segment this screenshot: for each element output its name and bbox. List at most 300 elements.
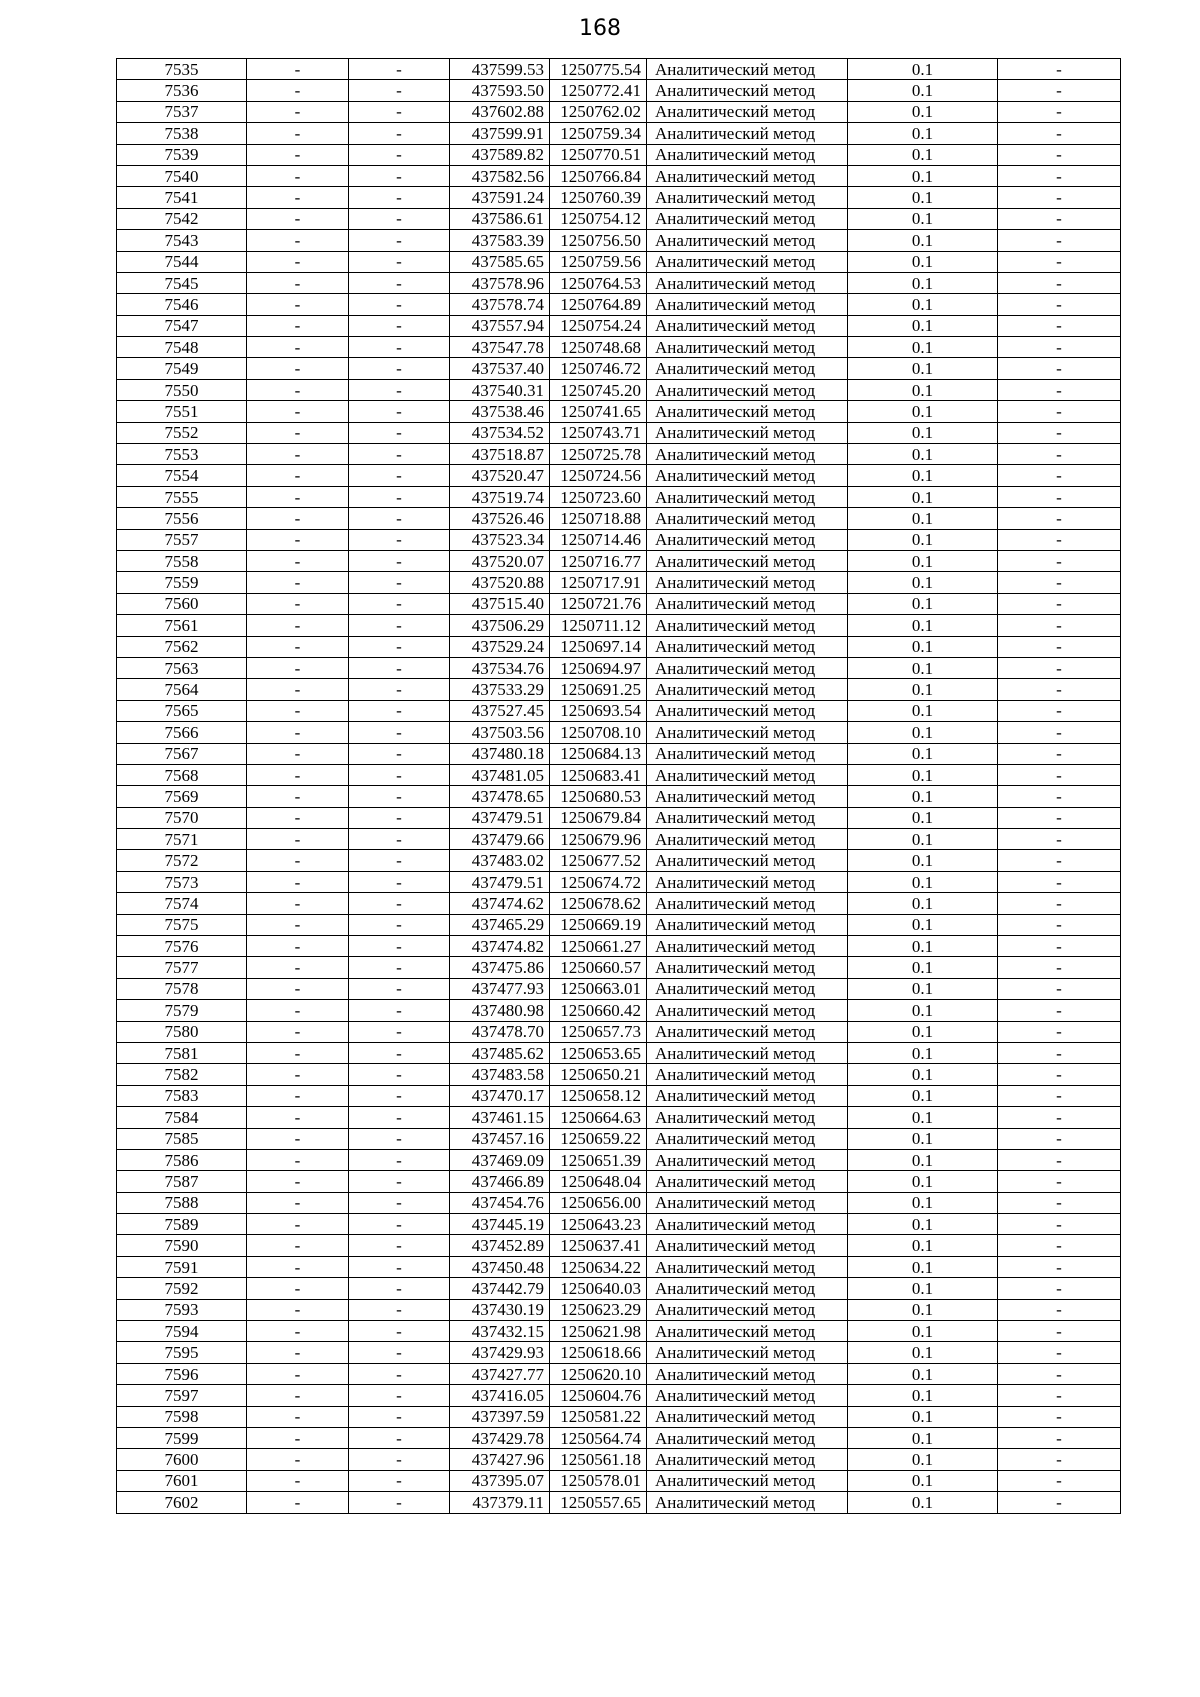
table-row	[117, 1321, 1121, 1342]
dash-cell: -	[349, 1492, 450, 1513]
dash-cell: -	[998, 1342, 1121, 1363]
table-row	[117, 1449, 1121, 1470]
x-coordinate-cell: 437533.29	[450, 679, 550, 700]
table-row	[117, 957, 1121, 978]
y-coordinate-cell: 1250775.54	[550, 59, 647, 80]
y-coordinate-cell: 1250623.29	[550, 1299, 647, 1320]
dash-cell: -	[998, 379, 1121, 400]
point-number-cell: 7602	[117, 1492, 247, 1513]
y-coordinate-cell: 1250764.53	[550, 272, 647, 293]
x-coordinate-cell: 437478.65	[450, 786, 550, 807]
dash-cell: -	[349, 914, 450, 935]
table-row	[117, 1085, 1121, 1106]
y-coordinate-cell: 1250634.22	[550, 1256, 647, 1277]
precision-cell: 0.1	[848, 508, 998, 529]
table-row	[117, 358, 1121, 379]
dash-cell: -	[247, 1385, 349, 1406]
y-coordinate-cell: 1250762.02	[550, 101, 647, 122]
y-coordinate-cell: 1250772.41	[550, 80, 647, 101]
y-coordinate-cell: 1250657.73	[550, 1021, 647, 1042]
table-row	[117, 1192, 1121, 1213]
dash-cell: -	[247, 572, 349, 593]
y-coordinate-cell: 1250756.50	[550, 230, 647, 251]
x-coordinate-cell: 437578.74	[450, 294, 550, 315]
dash-cell: -	[998, 871, 1121, 892]
x-coordinate-cell: 437557.94	[450, 315, 550, 336]
dash-cell: -	[998, 893, 1121, 914]
dash-cell: -	[998, 1192, 1121, 1213]
method-cell: Аналитический метод	[647, 1492, 848, 1513]
method-cell: Аналитический метод	[647, 1235, 848, 1256]
precision-cell: 0.1	[848, 829, 998, 850]
point-number-cell: 7569	[117, 786, 247, 807]
dash-cell: -	[349, 1085, 450, 1106]
table-row	[117, 1235, 1121, 1256]
dash-cell: -	[998, 1406, 1121, 1427]
dash-cell: -	[998, 1107, 1121, 1128]
dash-cell: -	[247, 893, 349, 914]
table-row	[117, 1128, 1121, 1149]
table-row	[117, 529, 1121, 550]
point-number-cell: 7571	[117, 829, 247, 850]
dash-cell: -	[349, 657, 450, 678]
table-row	[117, 80, 1121, 101]
y-coordinate-cell: 1250621.98	[550, 1321, 647, 1342]
dash-cell: -	[998, 1214, 1121, 1235]
point-number-cell: 7600	[117, 1449, 247, 1470]
x-coordinate-cell: 437479.51	[450, 807, 550, 828]
x-coordinate-cell: 437529.24	[450, 636, 550, 657]
method-cell: Аналитический метод	[647, 936, 848, 957]
dash-cell: -	[247, 786, 349, 807]
method-cell: Аналитический метод	[647, 294, 848, 315]
x-coordinate-cell: 437430.19	[450, 1299, 550, 1320]
y-coordinate-cell: 1250679.96	[550, 829, 647, 850]
dash-cell: -	[349, 1192, 450, 1213]
method-cell: Аналитический метод	[647, 101, 848, 122]
point-number-cell: 7572	[117, 850, 247, 871]
dash-cell: -	[998, 508, 1121, 529]
point-number-cell: 7596	[117, 1363, 247, 1384]
point-number-cell: 7574	[117, 893, 247, 914]
dash-cell: -	[349, 1235, 450, 1256]
dash-cell: -	[998, 187, 1121, 208]
y-coordinate-cell: 1250766.84	[550, 165, 647, 186]
method-cell: Аналитический метод	[647, 272, 848, 293]
method-cell: Аналитический метод	[647, 914, 848, 935]
dash-cell: -	[349, 144, 450, 165]
dash-cell: -	[349, 1385, 450, 1406]
table-row	[117, 1021, 1121, 1042]
dash-cell: -	[998, 1492, 1121, 1513]
dash-cell: -	[998, 636, 1121, 657]
y-coordinate-cell: 1250650.21	[550, 1064, 647, 1085]
table-row	[117, 230, 1121, 251]
dash-cell: -	[247, 1149, 349, 1170]
point-number-cell: 7586	[117, 1149, 247, 1170]
dash-cell: -	[349, 829, 450, 850]
precision-cell: 0.1	[848, 1299, 998, 1320]
dash-cell: -	[247, 379, 349, 400]
precision-cell: 0.1	[848, 1064, 998, 1085]
precision-cell: 0.1	[848, 529, 998, 550]
precision-cell: 0.1	[848, 893, 998, 914]
table-row	[117, 1406, 1121, 1427]
dash-cell: -	[247, 1278, 349, 1299]
dash-cell: -	[998, 529, 1121, 550]
point-number-cell: 7583	[117, 1085, 247, 1106]
dash-cell: -	[998, 722, 1121, 743]
method-cell: Аналитический метод	[647, 1256, 848, 1277]
table-body	[117, 59, 1121, 1514]
x-coordinate-cell: 437445.19	[450, 1214, 550, 1235]
x-coordinate-cell: 437586.61	[450, 208, 550, 229]
table-row	[117, 1214, 1121, 1235]
point-number-cell: 7539	[117, 144, 247, 165]
y-coordinate-cell: 1250683.41	[550, 764, 647, 785]
method-cell: Аналитический метод	[647, 486, 848, 507]
x-coordinate-cell: 437478.70	[450, 1021, 550, 1042]
point-number-cell: 7594	[117, 1321, 247, 1342]
method-cell: Аналитический метод	[647, 1385, 848, 1406]
point-number-cell: 7573	[117, 871, 247, 892]
method-cell: Аналитический метод	[647, 1363, 848, 1384]
dash-cell: -	[349, 101, 450, 122]
dash-cell: -	[247, 444, 349, 465]
x-coordinate-cell: 437518.87	[450, 444, 550, 465]
method-cell: Аналитический метод	[647, 230, 848, 251]
precision-cell: 0.1	[848, 1235, 998, 1256]
dash-cell: -	[998, 850, 1121, 871]
method-cell: Аналитический метод	[647, 764, 848, 785]
dash-cell: -	[247, 636, 349, 657]
y-coordinate-cell: 1250659.22	[550, 1128, 647, 1149]
table-row	[117, 1470, 1121, 1491]
point-number-cell: 7554	[117, 465, 247, 486]
precision-cell: 0.1	[848, 636, 998, 657]
table-row	[117, 123, 1121, 144]
precision-cell: 0.1	[848, 1214, 998, 1235]
dash-cell: -	[998, 657, 1121, 678]
x-coordinate-cell: 437452.89	[450, 1235, 550, 1256]
x-coordinate-cell: 437547.78	[450, 337, 550, 358]
dash-cell: -	[349, 893, 450, 914]
dash-cell: -	[998, 1235, 1121, 1256]
y-coordinate-cell: 1250578.01	[550, 1470, 647, 1491]
precision-cell: 0.1	[848, 486, 998, 507]
dash-cell: -	[247, 1214, 349, 1235]
precision-cell: 0.1	[848, 1342, 998, 1363]
precision-cell: 0.1	[848, 272, 998, 293]
dash-cell: -	[247, 101, 349, 122]
table-row	[117, 1385, 1121, 1406]
method-cell: Аналитический метод	[647, 187, 848, 208]
precision-cell: 0.1	[848, 1321, 998, 1342]
dash-cell: -	[247, 144, 349, 165]
dash-cell: -	[247, 1492, 349, 1513]
method-cell: Аналитический метод	[647, 1449, 848, 1470]
dash-cell: -	[247, 700, 349, 721]
dash-cell: -	[247, 315, 349, 336]
dash-cell: -	[247, 294, 349, 315]
dash-cell: -	[998, 550, 1121, 571]
y-coordinate-cell: 1250680.53	[550, 786, 647, 807]
dash-cell: -	[998, 1128, 1121, 1149]
point-number-cell: 7559	[117, 572, 247, 593]
precision-cell: 0.1	[848, 871, 998, 892]
y-coordinate-cell: 1250661.27	[550, 936, 647, 957]
dash-cell: -	[349, 572, 450, 593]
point-number-cell: 7562	[117, 636, 247, 657]
y-coordinate-cell: 1250581.22	[550, 1406, 647, 1427]
dash-cell: -	[998, 914, 1121, 935]
method-cell: Аналитический метод	[647, 807, 848, 828]
precision-cell: 0.1	[848, 1385, 998, 1406]
x-coordinate-cell: 437397.59	[450, 1406, 550, 1427]
method-cell: Аналитический метод	[647, 1406, 848, 1427]
y-coordinate-cell: 1250653.65	[550, 1042, 647, 1063]
dash-cell: -	[998, 1149, 1121, 1170]
dash-cell: -	[349, 636, 450, 657]
method-cell: Аналитический метод	[647, 572, 848, 593]
dash-cell: -	[998, 807, 1121, 828]
y-coordinate-cell: 1250716.77	[550, 550, 647, 571]
dash-cell: -	[247, 208, 349, 229]
point-number-cell: 7537	[117, 101, 247, 122]
dash-cell: -	[349, 1128, 450, 1149]
x-coordinate-cell: 437534.52	[450, 422, 550, 443]
dash-cell: -	[247, 1406, 349, 1427]
table-row	[117, 144, 1121, 165]
dash-cell: -	[349, 272, 450, 293]
y-coordinate-cell: 1250663.01	[550, 978, 647, 999]
method-cell: Аналитический метод	[647, 1149, 848, 1170]
precision-cell: 0.1	[848, 337, 998, 358]
table-row	[117, 1149, 1121, 1170]
method-cell: Аналитический метод	[647, 465, 848, 486]
table-row	[117, 1042, 1121, 1063]
y-coordinate-cell: 1250691.25	[550, 679, 647, 700]
x-coordinate-cell: 437477.93	[450, 978, 550, 999]
x-coordinate-cell: 437520.47	[450, 465, 550, 486]
y-coordinate-cell: 1250743.71	[550, 422, 647, 443]
dash-cell: -	[349, 871, 450, 892]
dash-cell: -	[349, 187, 450, 208]
dash-cell: -	[998, 593, 1121, 614]
dash-cell: -	[247, 1085, 349, 1106]
dash-cell: -	[247, 936, 349, 957]
y-coordinate-cell: 1250745.20	[550, 379, 647, 400]
point-number-cell: 7566	[117, 722, 247, 743]
point-number-cell: 7544	[117, 251, 247, 272]
x-coordinate-cell: 437429.93	[450, 1342, 550, 1363]
x-coordinate-cell: 437602.88	[450, 101, 550, 122]
precision-cell: 0.1	[848, 850, 998, 871]
precision-cell: 0.1	[848, 251, 998, 272]
table-row	[117, 978, 1121, 999]
dash-cell: -	[247, 1449, 349, 1470]
table-row	[117, 550, 1121, 571]
point-number-cell: 7556	[117, 508, 247, 529]
table-row	[117, 743, 1121, 764]
table-row	[117, 251, 1121, 272]
dash-cell: -	[998, 358, 1121, 379]
dash-cell: -	[349, 337, 450, 358]
precision-cell: 0.1	[848, 1149, 998, 1170]
y-coordinate-cell: 1250648.04	[550, 1171, 647, 1192]
dash-cell: -	[998, 957, 1121, 978]
y-coordinate-cell: 1250770.51	[550, 144, 647, 165]
point-number-cell: 7590	[117, 1235, 247, 1256]
point-number-cell: 7584	[117, 1107, 247, 1128]
dash-cell: -	[998, 1428, 1121, 1449]
dash-cell: -	[998, 572, 1121, 593]
point-number-cell: 7585	[117, 1128, 247, 1149]
dash-cell: -	[247, 358, 349, 379]
method-cell: Аналитический метод	[647, 1299, 848, 1320]
y-coordinate-cell: 1250718.88	[550, 508, 647, 529]
point-number-cell: 7543	[117, 230, 247, 251]
dash-cell: -	[349, 550, 450, 571]
dash-cell: -	[349, 59, 450, 80]
method-cell: Аналитический метод	[647, 1107, 848, 1128]
table-row	[117, 101, 1121, 122]
method-cell: Аналитический метод	[647, 1000, 848, 1021]
dash-cell: -	[349, 1299, 450, 1320]
point-number-cell: 7547	[117, 315, 247, 336]
precision-cell: 0.1	[848, 1492, 998, 1513]
dash-cell: -	[247, 679, 349, 700]
dash-cell: -	[349, 1363, 450, 1384]
x-coordinate-cell: 437466.89	[450, 1171, 550, 1192]
method-cell: Аналитический метод	[647, 1470, 848, 1491]
x-coordinate-cell: 437599.91	[450, 123, 550, 144]
dash-cell: -	[349, 422, 450, 443]
dash-cell: -	[998, 422, 1121, 443]
table-row	[117, 936, 1121, 957]
table-row	[117, 486, 1121, 507]
dash-cell: -	[998, 1042, 1121, 1063]
dash-cell: -	[349, 123, 450, 144]
method-cell: Аналитический метод	[647, 144, 848, 165]
x-coordinate-cell: 437379.11	[450, 1492, 550, 1513]
table-row	[117, 615, 1121, 636]
y-coordinate-cell: 1250620.10	[550, 1363, 647, 1384]
dash-cell: -	[247, 1235, 349, 1256]
x-coordinate-cell: 437540.31	[450, 379, 550, 400]
dash-cell: -	[998, 1085, 1121, 1106]
point-number-cell: 7601	[117, 1470, 247, 1491]
precision-cell: 0.1	[848, 700, 998, 721]
x-coordinate-cell: 437583.39	[450, 230, 550, 251]
dash-cell: -	[247, 272, 349, 293]
x-coordinate-cell: 437481.05	[450, 764, 550, 785]
precision-cell: 0.1	[848, 1171, 998, 1192]
table-row	[117, 914, 1121, 935]
table-row	[117, 401, 1121, 422]
table-row	[117, 679, 1121, 700]
method-cell: Аналитический метод	[647, 1128, 848, 1149]
table-row	[117, 59, 1121, 80]
method-cell: Аналитический метод	[647, 615, 848, 636]
dash-cell: -	[349, 1107, 450, 1128]
method-cell: Аналитический метод	[647, 829, 848, 850]
dash-cell: -	[247, 829, 349, 850]
y-coordinate-cell: 1250679.84	[550, 807, 647, 828]
point-number-cell: 7542	[117, 208, 247, 229]
dash-cell: -	[998, 679, 1121, 700]
dash-cell: -	[998, 251, 1121, 272]
method-cell: Аналитический метод	[647, 315, 848, 336]
point-number-cell: 7598	[117, 1406, 247, 1427]
method-cell: Аналитический метод	[647, 1171, 848, 1192]
table-row	[117, 1299, 1121, 1320]
table-row	[117, 337, 1121, 358]
dash-cell: -	[247, 486, 349, 507]
point-number-cell: 7552	[117, 422, 247, 443]
y-coordinate-cell: 1250604.76	[550, 1385, 647, 1406]
x-coordinate-cell: 437480.98	[450, 1000, 550, 1021]
point-number-cell: 7563	[117, 657, 247, 678]
table-row	[117, 1256, 1121, 1277]
table-row	[117, 722, 1121, 743]
table-row	[117, 1171, 1121, 1192]
point-number-cell: 7597	[117, 1385, 247, 1406]
dash-cell: -	[247, 1342, 349, 1363]
y-coordinate-cell: 1250694.97	[550, 657, 647, 678]
dash-cell: -	[247, 914, 349, 935]
x-coordinate-cell: 437537.40	[450, 358, 550, 379]
x-coordinate-cell: 437470.17	[450, 1085, 550, 1106]
x-coordinate-cell: 437578.96	[450, 272, 550, 293]
point-number-cell: 7546	[117, 294, 247, 315]
y-coordinate-cell: 1250748.68	[550, 337, 647, 358]
dash-cell: -	[349, 486, 450, 507]
point-number-cell: 7577	[117, 957, 247, 978]
dash-cell: -	[349, 251, 450, 272]
precision-cell: 0.1	[848, 444, 998, 465]
x-coordinate-cell: 437442.79	[450, 1278, 550, 1299]
dash-cell: -	[247, 1107, 349, 1128]
point-number-cell: 7593	[117, 1299, 247, 1320]
x-coordinate-cell: 437485.62	[450, 1042, 550, 1063]
point-number-cell: 7541	[117, 187, 247, 208]
dash-cell: -	[998, 230, 1121, 251]
x-coordinate-cell: 437474.62	[450, 893, 550, 914]
method-cell: Аналитический метод	[647, 165, 848, 186]
x-coordinate-cell: 437527.45	[450, 700, 550, 721]
method-cell: Аналитический метод	[647, 1192, 848, 1213]
dash-cell: -	[247, 1428, 349, 1449]
dash-cell: -	[247, 871, 349, 892]
method-cell: Аналитический метод	[647, 337, 848, 358]
x-coordinate-cell: 437479.66	[450, 829, 550, 850]
dash-cell: -	[247, 123, 349, 144]
method-cell: Аналитический метод	[647, 722, 848, 743]
x-coordinate-cell: 437427.77	[450, 1363, 550, 1384]
dash-cell: -	[349, 165, 450, 186]
table-row	[117, 1278, 1121, 1299]
dash-cell: -	[349, 1321, 450, 1342]
y-coordinate-cell: 1250697.14	[550, 636, 647, 657]
method-cell: Аналитический метод	[647, 957, 848, 978]
method-cell: Аналитический метод	[647, 80, 848, 101]
method-cell: Аналитический метод	[647, 529, 848, 550]
dash-cell: -	[349, 401, 450, 422]
point-number-cell: 7550	[117, 379, 247, 400]
y-coordinate-cell: 1250564.74	[550, 1428, 647, 1449]
method-cell: Аналитический метод	[647, 1342, 848, 1363]
